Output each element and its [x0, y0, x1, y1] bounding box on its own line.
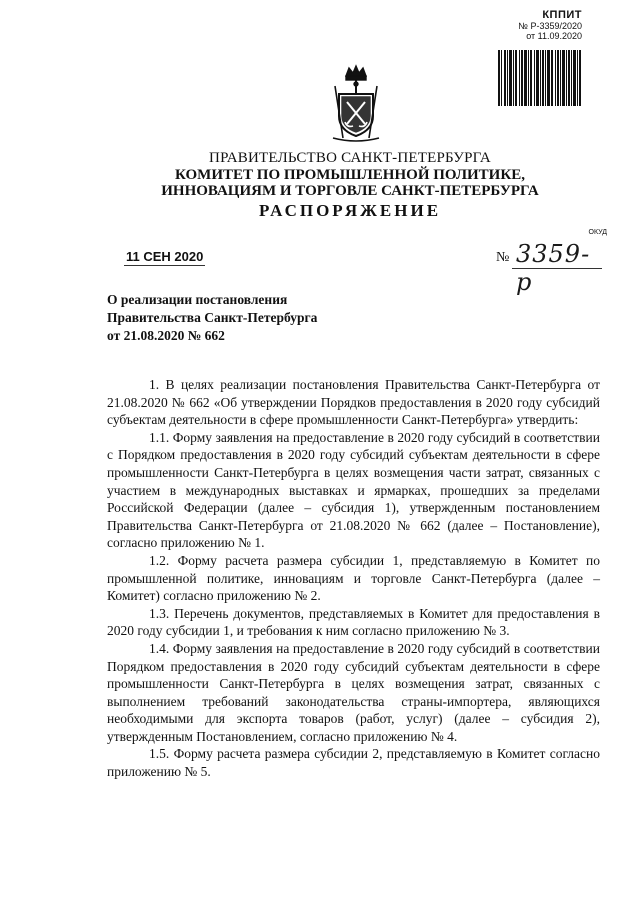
subject-line: от 21.08.2020 № 662 [107, 328, 225, 343]
paragraph: 1.1. Форму заявления на предоставление в 2020 году субсидий в соответствии с Порядком предоставления в 2020 году субсидий субъектам деятельности в сфере промышленности Санкт-Петербурга в целях возмещения части затрат, связанных с участием в международных выставках и ярмарках, прошедших за пределами Российской Федерации (далее – субсидия 1), утвержденным постановлением Правительства Санкт-Петербурга от 21.08.2020 № 662 (далее – Постановление), согласно приложению № 1. [107, 429, 600, 551]
document-date: 11 СЕН 2020 [126, 249, 204, 264]
paragraph: 1.4. Форму заявления на предоставление в 2020 году субсидий в соответствии Порядком предоставления в 2020 году субсидий субъектам деятельности в сфере промышленности Санкт-Петербурга в целях возмещения затрат, связанных с выполнением требований законодательства страны-импортера, являющихся необходимыми для экспорта товаров (работ, услуг) (далее – субсидия 2), утвержденным Постановлением, согласно приложению № 4. [107, 640, 600, 744]
barcode [498, 50, 582, 106]
stamp-date: от 11.09.2020 [526, 31, 582, 41]
subject-line: Правительства Санкт-Петербурга [107, 310, 318, 325]
subject-line: О реализации постановления [107, 292, 288, 307]
okud-label: ОКУД [588, 229, 607, 236]
number-sign: № [496, 250, 510, 265]
committee-title-line2: ИННОВАЦИЯМ И ТОРГОВЛЕ САНКТ-ПЕТЕРБУРГА [161, 183, 539, 199]
number-handwritten: 3359-р [516, 240, 591, 296]
document-type: РАСПОРЯЖЕНИЕ [258, 201, 442, 220]
paragraph: 1.5. Форму расчета размера субсидии 2, представляемую в Комитет согласно приложению № 5. [107, 746, 600, 780]
stamp-org: КППИТ [542, 9, 582, 21]
paragraph: 1.2. Форму расчета размера субсидии 1, представляемую в Комитет по промышленной политике, инновациям и торговле Санкт-Петербурга (далее – Комитет) согласно приложению № 2. [107, 552, 600, 604]
registration-stamp [502, 10, 582, 41]
document-body [107, 376, 600, 781]
paragraph: 1. В целях реализации постановления Правительства Санкт-Петербурга от 21.08.2020 № 662 «Об утверждении Порядков предоставления в 2020 году субсидий субъектам деятельности в сфере промышленности Санкт-Петербурга» утвердить: [107, 377, 600, 428]
stamp-number: № Р-3359/2020 [518, 21, 582, 31]
paragraph: 1.3. Перечень документов, представляемых в Комитет для предоставления в 2020 году субсидии 1, и требования к ним согласно приложению № 3. [107, 605, 600, 639]
committee-title-line1: КОМИТЕТ ПО ПРОМЫШЛЕННОЙ ПОЛИТИКЕ, [175, 167, 525, 183]
document-subject [107, 291, 317, 345]
government-title: ПРАВИТЕЛЬСТВО САНКТ-ПЕТЕРБУРГА [209, 150, 491, 166]
coat-of-arms-icon [329, 64, 383, 142]
